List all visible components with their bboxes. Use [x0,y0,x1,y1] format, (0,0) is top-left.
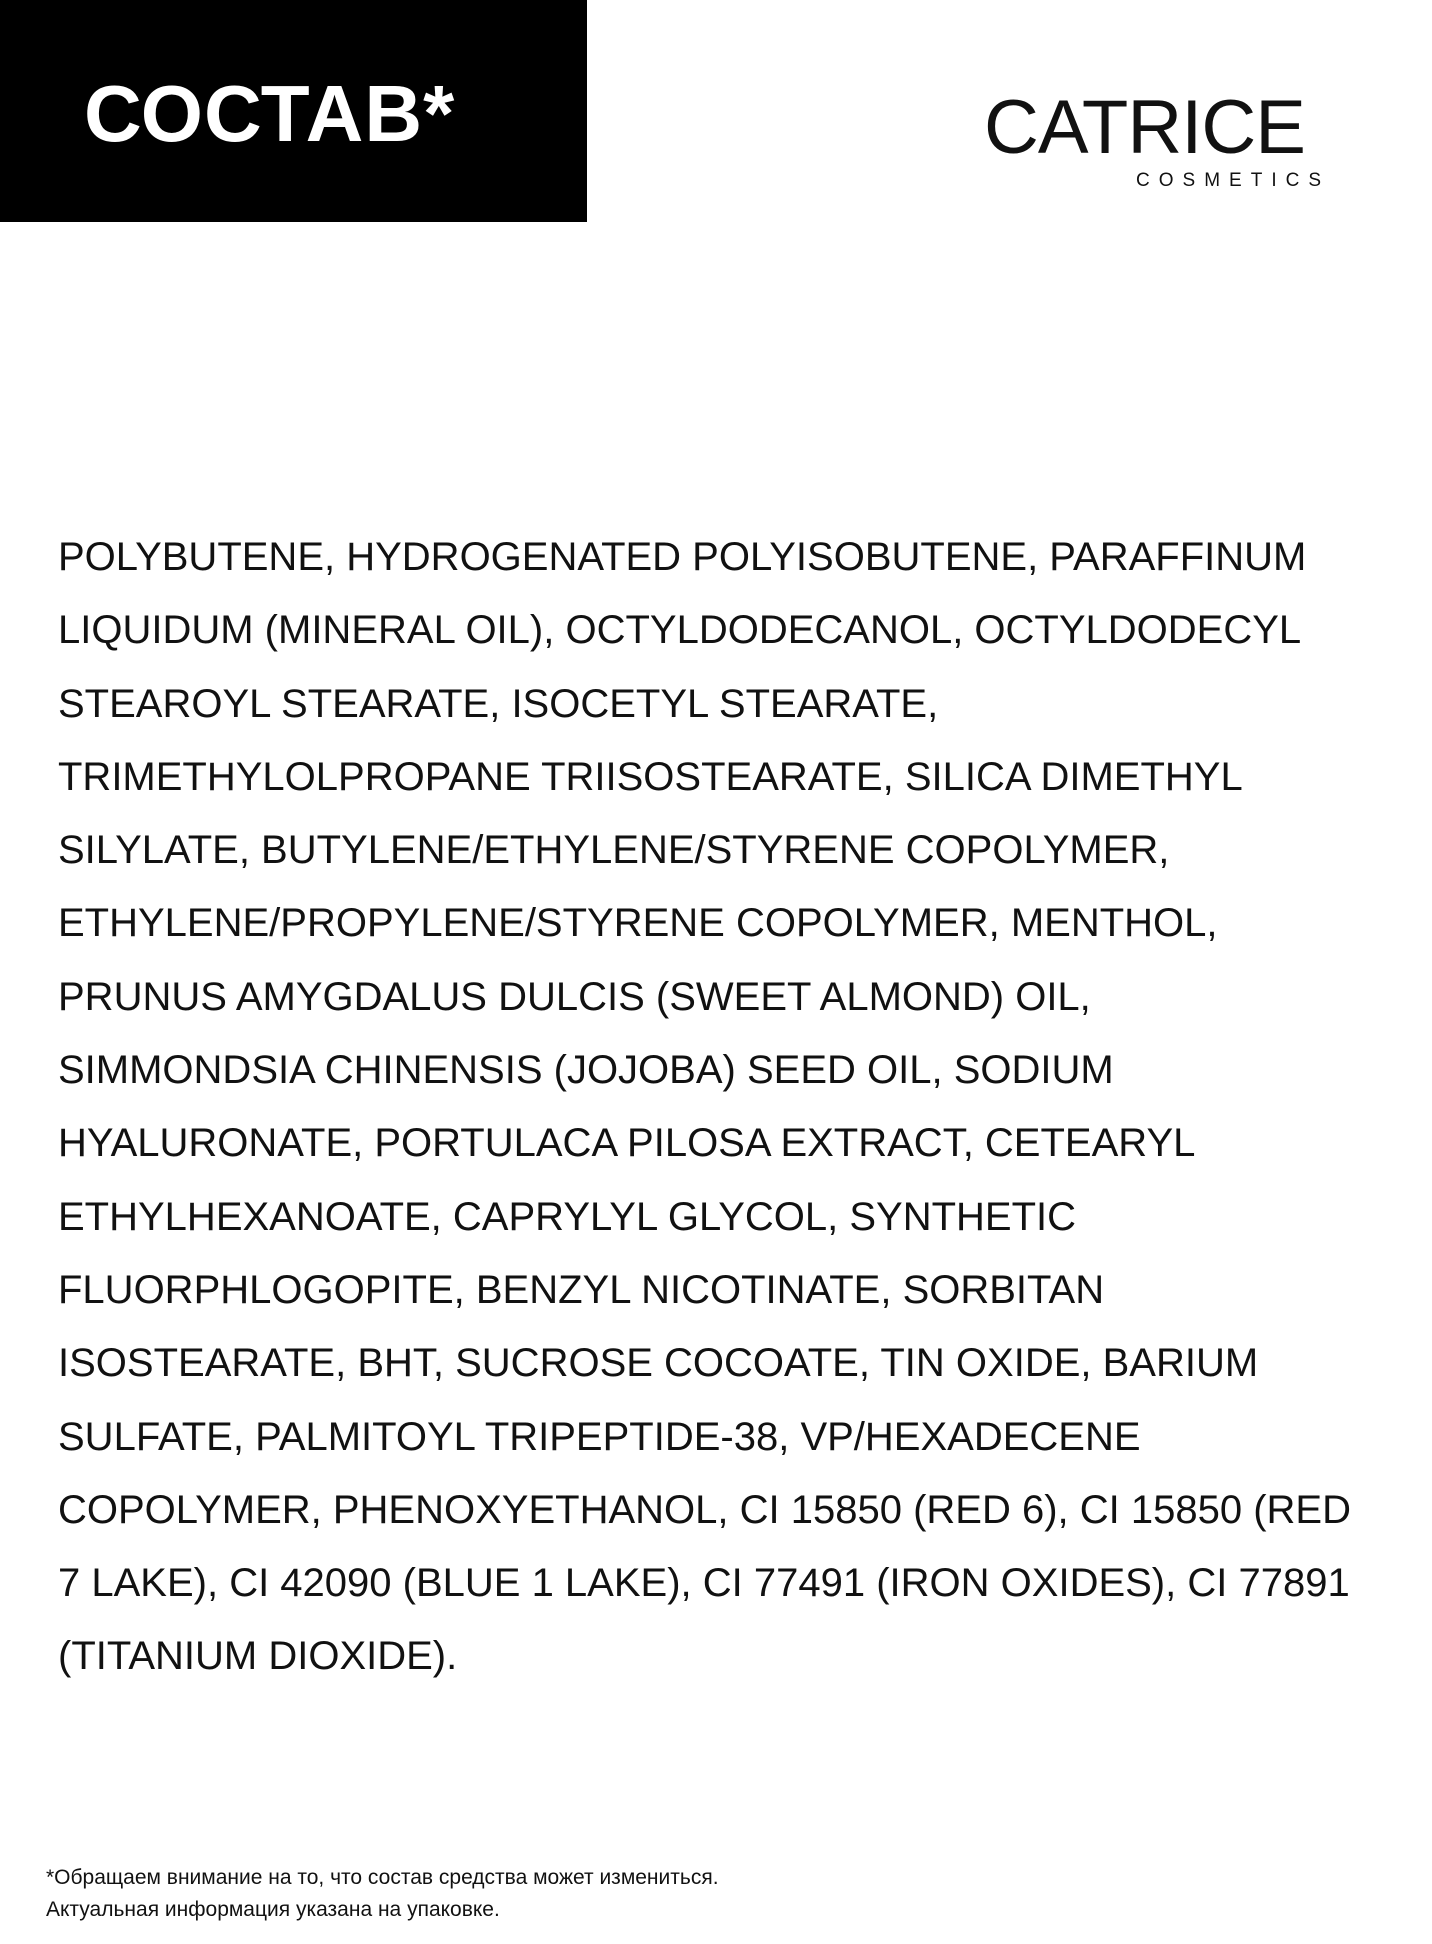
ingredients-list: POLYBUTENE, HYDROGENATED POLYISOBUTENE, PARAFFINUM LIQUIDUM (MINERAL OIL), OCTYLDODECANOL, OCTYLDODECYL STEAROYL STEARATE, ISOCETYL STEARATE, TRIMETHYLOLPROPANE TRIISOSTEARATE, SILICA DIMETHYL SILYLATE, BUTYLENE/ETHYLENE/STYRENE COPOLYMER, ETHYLENE/PROPYLENE/STYRENE COPOLYMER, MENTHOL, PRUNUS AMYGDALUS DULCIS (SWEET ALMOND) OIL, SIMMONDSIA CHINENSIS (JOJOBA) SEED OIL, SODIUM HYALURONATE, PORTULACA PILOSA EXTRACT, CETEARYL ETHYLHEXANOATE, CAPRYLYL GLYCOL, SYNTHETIC FLUORPHLOGOPITE, BENZYL NICOTINATE, SORBITAN ISOSTEARATE, BHT, SUCROSE COCOATE, TIN OXIDE, BARIUM SULFATE, PALMITOYL TRIPEPTIDE-38, VP/HEXADECENE COPOLYMER, PHENOXYETHANOL, CI 15850 (RED 6), CI 15850 (RED 7 LAKE), CI 42090 (BLUE 1 LAKE), CI 77491 (IRON OXIDES), CI 77891 (TITANIUM DIOXIDE). [58,535,1351,1679]
brand-logo [984,85,1336,196]
brand-wordmark: CATRICE [984,85,1305,170]
brand-subtitle: COSMETICS [1136,170,1330,191]
page-title: СОСТАВ* [84,69,456,158]
title-block [0,0,587,222]
footnote-line-1: *Обращаем внимание на то, что состав средства может измениться. [46,1866,719,1889]
footnote-line-2: Актуальная информация указана на упаковке. [46,1898,500,1921]
footnote [46,1862,1346,1926]
